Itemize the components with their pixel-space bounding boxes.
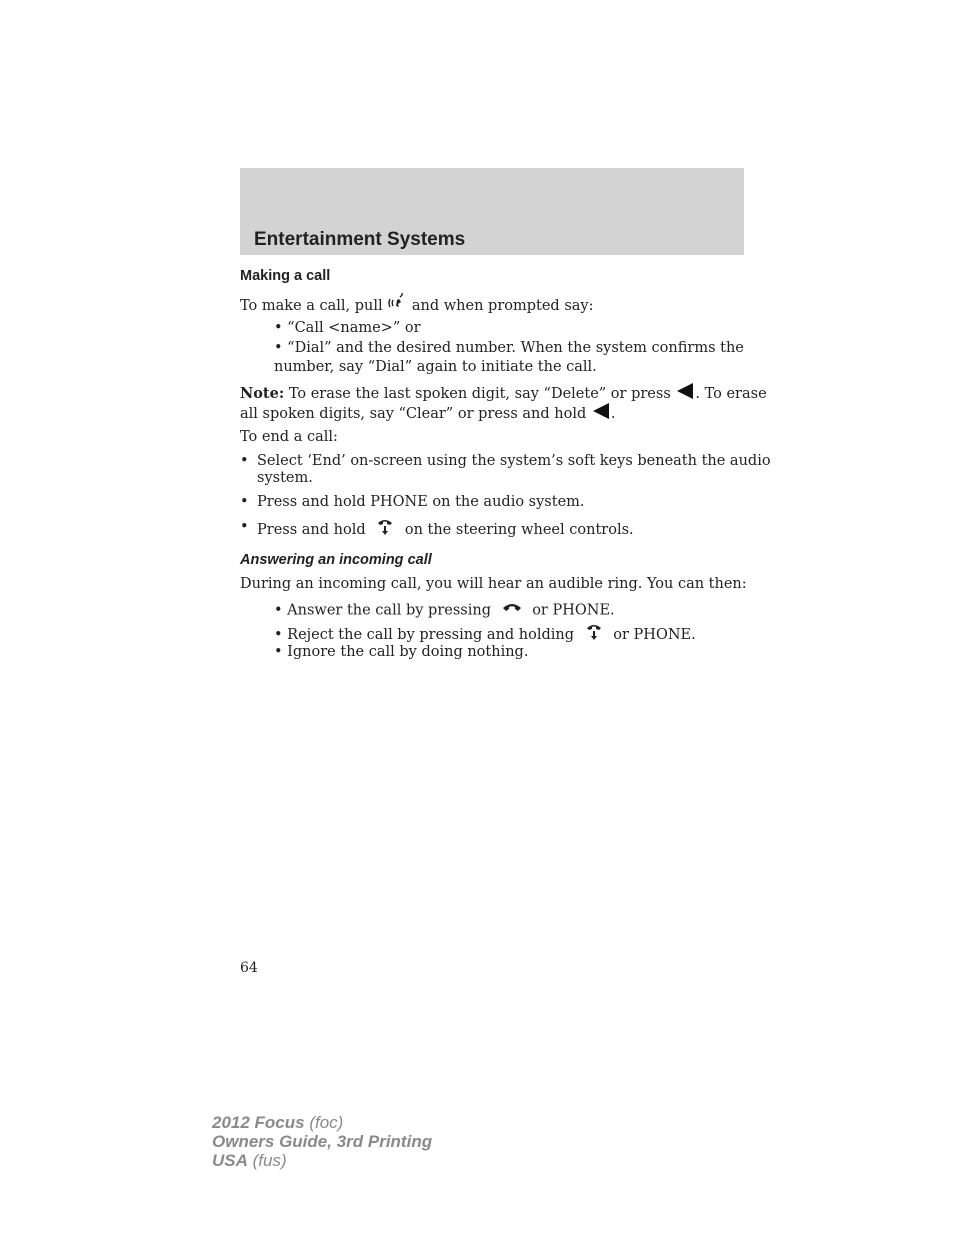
list-item-text: Press and hold PHONE on the audio system. [257,494,585,510]
list-item-continuation: number, say “Dial” again to initiate the call. [274,359,597,375]
intro-before: To make a call, pull [240,298,383,314]
list-item: • [240,453,249,469]
list-item: • Reject the call by pressing and holding or PHONE. [274,623,696,647]
list-item: • “Call <name>” or [274,320,421,336]
page-number: 64 [240,960,258,976]
list-item: • Answer the call by pressing or PHONE. [274,602,615,619]
list-item-text: Press and hold on the steering wheel controls. [257,518,634,542]
section-header-band [240,168,744,255]
list-item: • Ignore the call by doing nothing. [274,644,529,660]
heading-answering-call: Answering an incoming call [240,552,432,568]
intro-after: and when prompted say: [411,298,594,314]
note-label: Note: [240,385,285,402]
list-item-continuation: system. [257,470,313,486]
answering-intro: During an incoming call, you will hear an audible ring. You can then: [240,576,747,592]
list-item: • “Dial” and the desired number. When the system confirms the [274,340,744,356]
section-title: Entertainment Systems [254,229,466,250]
list-item: • [240,494,249,510]
document-footer: 2012 Focus (foc) Owners Guide, 3rd Printing USA (fus) [212,1113,433,1170]
phone-hang-up-icon [376,518,394,542]
note-line-1: Note: To erase the last spoken digit, say “Delete” or press . To erase [240,383,767,405]
intro-line [240,293,593,319]
list-item: • [240,519,249,535]
voice-command-icon [387,293,407,319]
phone-hang-up-icon [585,623,603,647]
list-item-text: Select ‘End’ on-screen using the system’s soft keys beneath the audio [257,453,771,469]
left-arrow-icon [675,383,695,405]
end-call-intro: To end a call: [240,429,338,445]
phone-answer-icon [502,601,522,620]
left-arrow-icon [591,403,611,425]
heading-making-a-call: Making a call [240,268,331,284]
note-line-2: all spoken digits, say “Clear” or press and hold . [240,403,615,425]
